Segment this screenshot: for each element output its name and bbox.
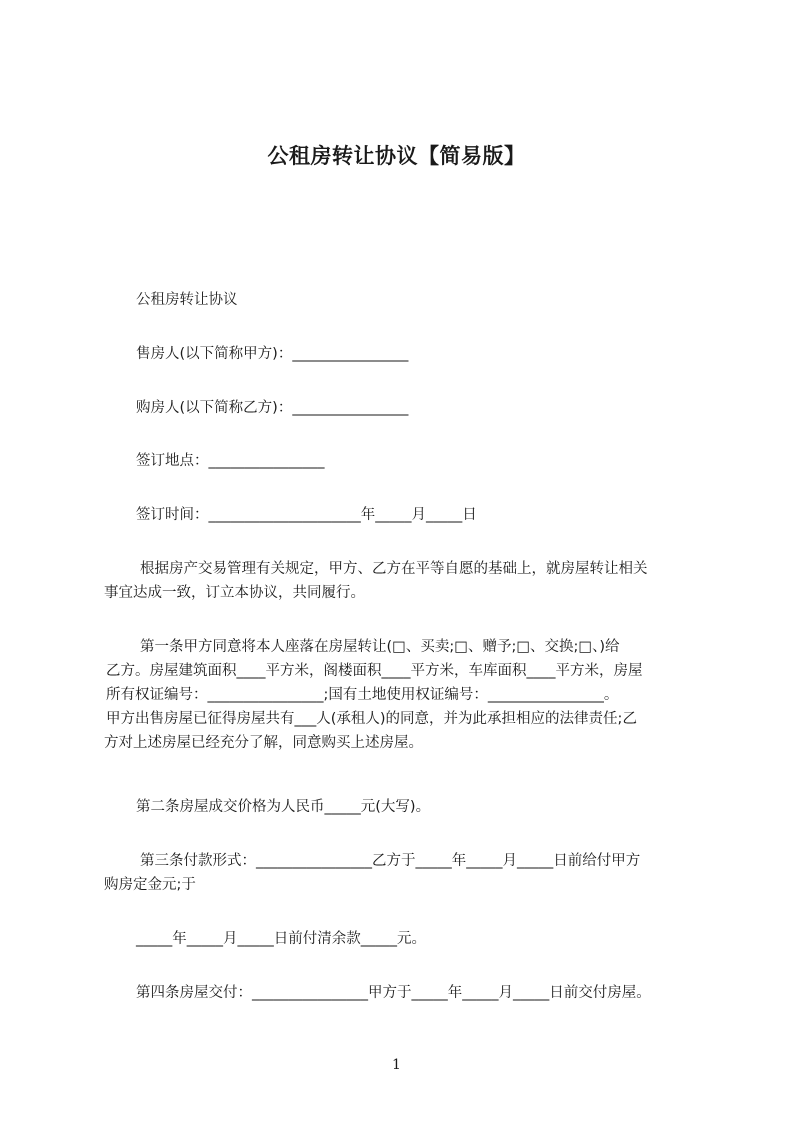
- heading-line: 公租房转让协议: [136, 292, 238, 308]
- article-3-line-3: _____年_____月_____日前付清余款_____元。: [136, 931, 426, 947]
- signing-place-line: 签订地点：________________: [136, 453, 325, 469]
- article-1-line-1: 第一条甲方同意将本人座落在房屋转让(□、买卖;□、赠予;□、交换;□、)给: [140, 639, 620, 655]
- page-number: 1: [392, 1057, 401, 1073]
- preamble-line-2: 事宜达成一致，订立本协议，共同履行。: [104, 585, 365, 601]
- buyer-line: 购房人(以下简称乙方)：________________: [136, 400, 409, 416]
- article-4-line: 第四条房屋交付：________________甲方于_____年_____月_____日前交付房屋。: [136, 985, 651, 1001]
- article-2-line: 第二条房屋成交价格为人民币_____元(大写)。: [136, 799, 431, 815]
- article-1-line-4: 甲方出售房屋已征得房屋共有___人(承租人)的同意，并为此承担相应的法律责任;乙: [106, 711, 637, 727]
- article-1-line-2: 乙方。房屋建筑面积____平方米，阁楼面积____平方米，车库面积____平方米，房屋: [106, 663, 643, 679]
- article-1-line-3: 所有权证编号：________________;国有土地使用权证编号：________________。: [106, 687, 619, 703]
- article-3-line-1: 第三条付款形式：________________乙方于_____年_____月_____日前给付甲方: [140, 853, 641, 869]
- seller-line: 售房人(以下简称甲方)：________________: [136, 346, 409, 362]
- article-1-line-5: 方对上述房屋已经充分了解，同意购买上述房屋。: [104, 735, 423, 751]
- preamble-line-1: 根据房产交易管理有关规定，甲方、乙方在平等自愿的基础上，就房屋转让相关: [140, 561, 648, 577]
- signing-time-line: 签订时间：_____________________年_____月_____日: [136, 507, 477, 523]
- document-title: 公租房转让协议【简易版】: [267, 144, 526, 168]
- article-3-line-2: 购房定金元;于: [104, 877, 196, 893]
